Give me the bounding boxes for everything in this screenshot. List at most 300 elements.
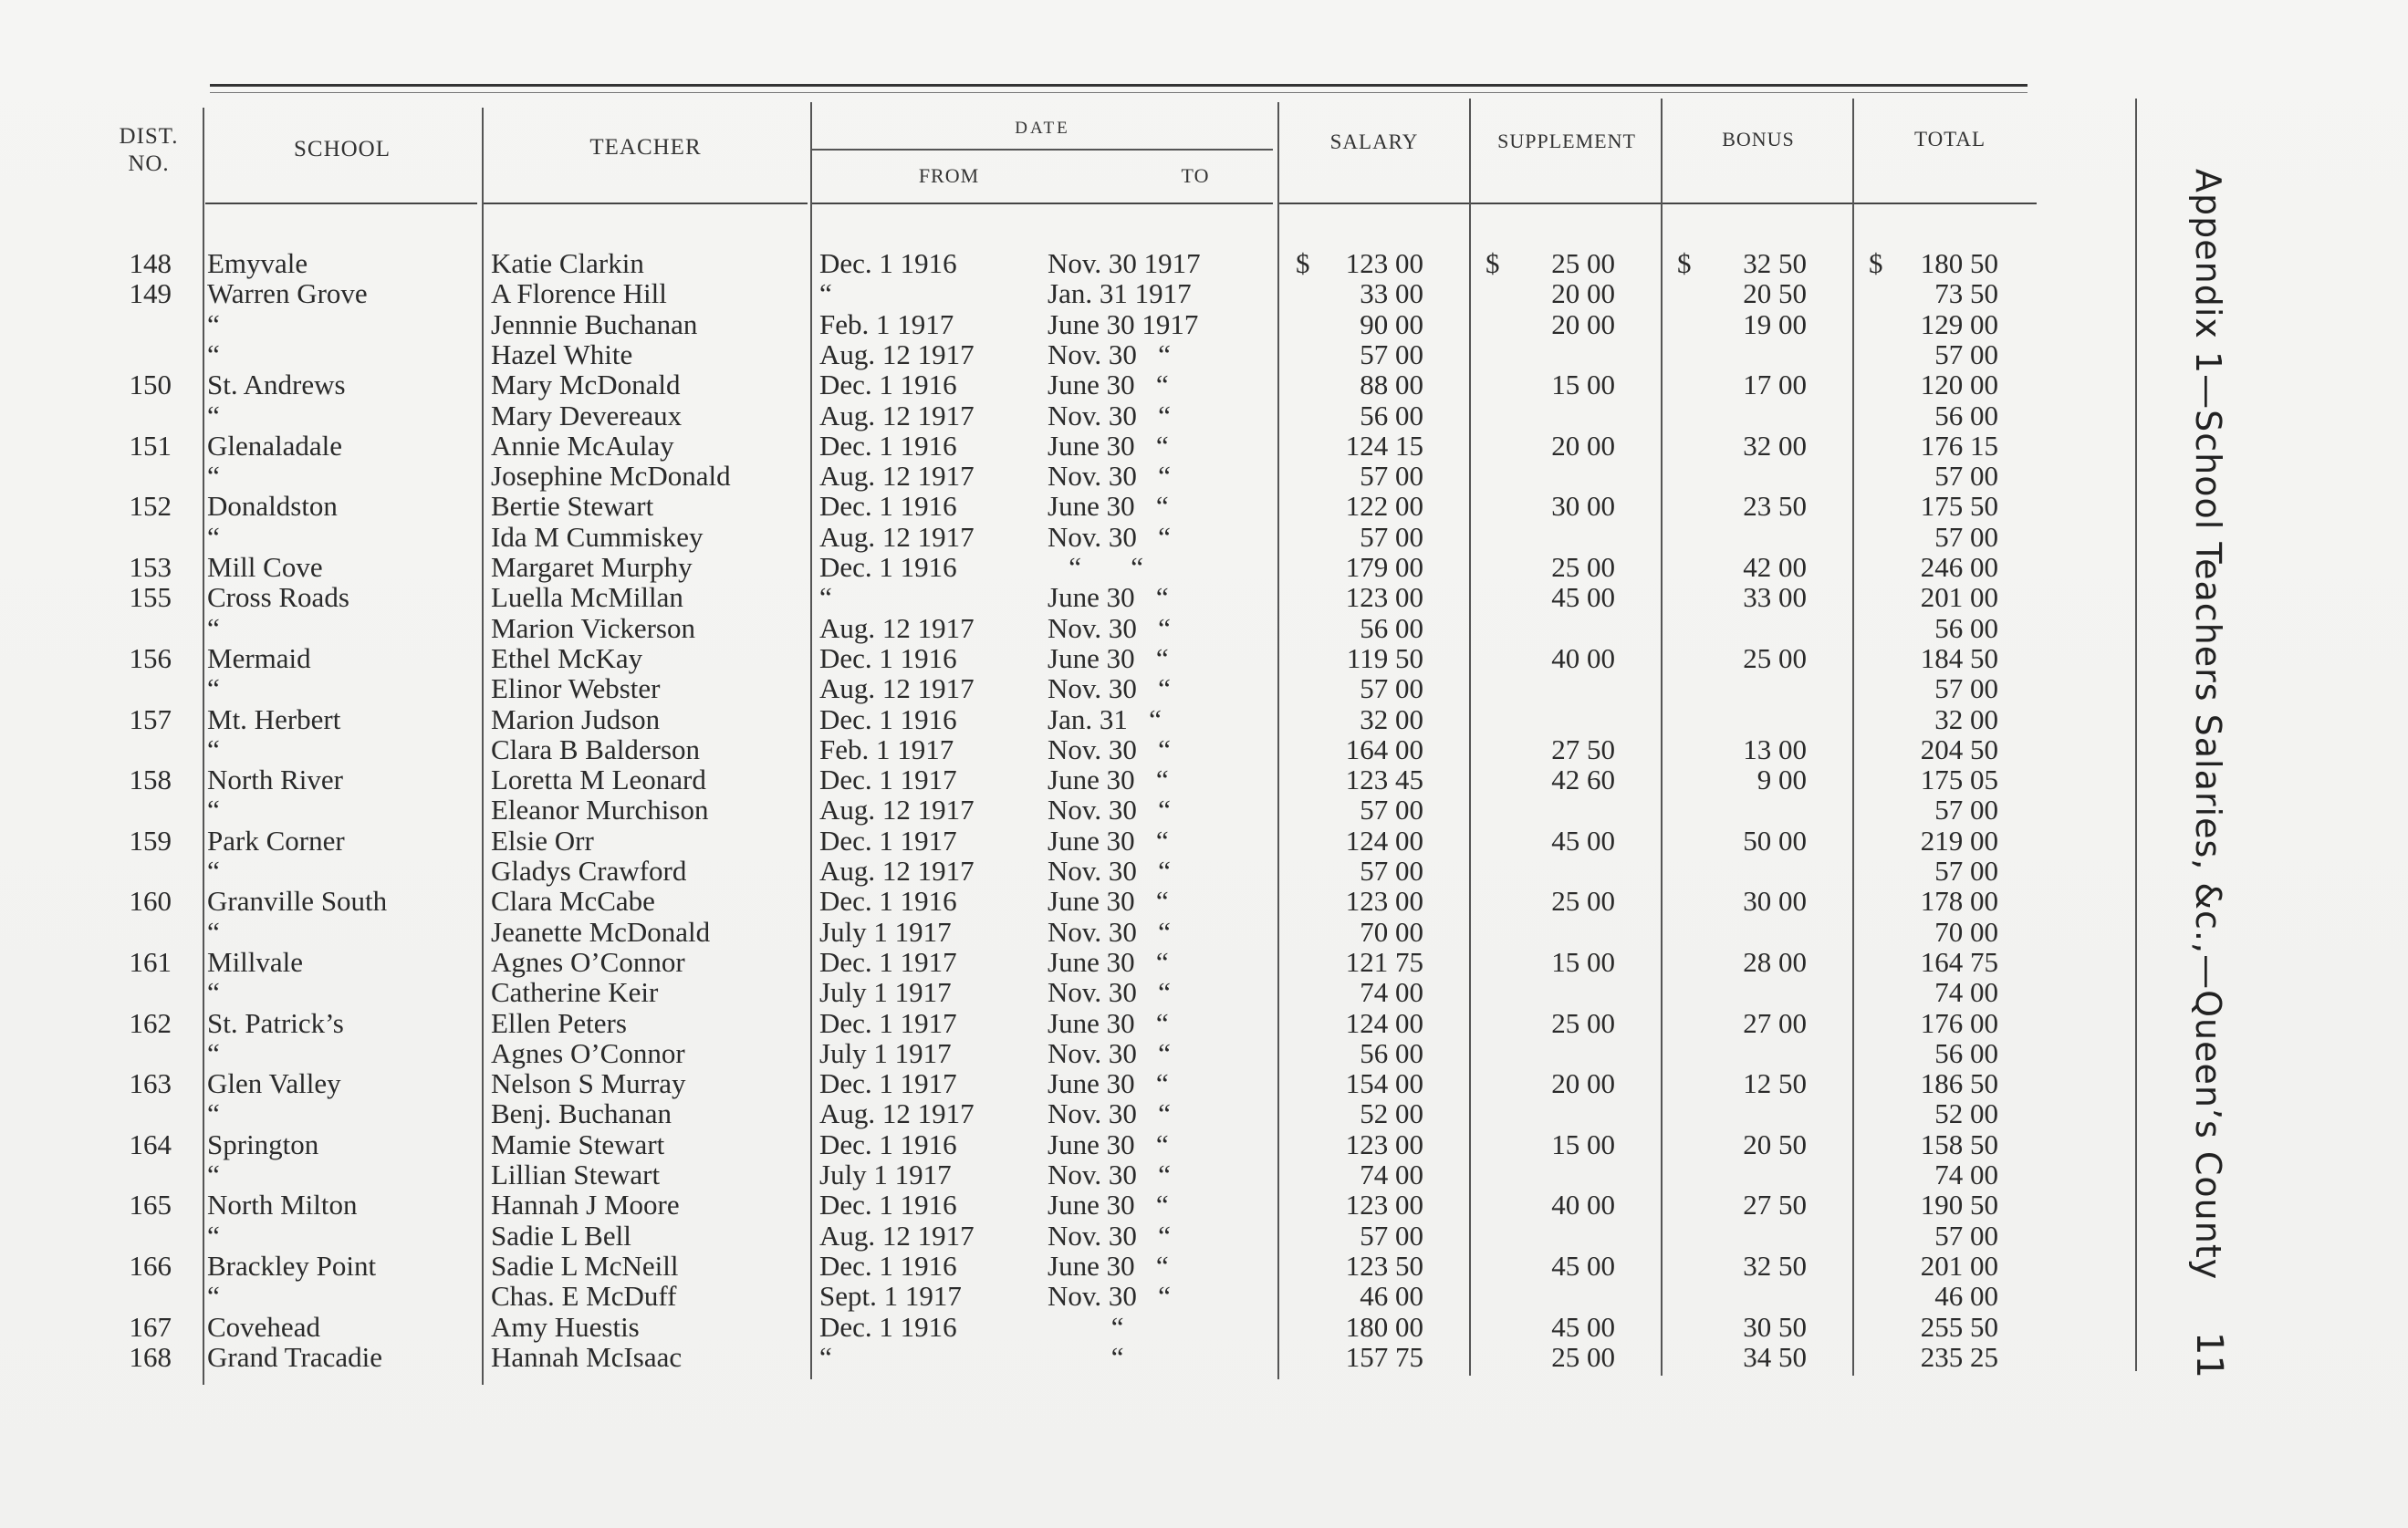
supplement-cell: 15 00	[1551, 945, 1615, 978]
school-cell: Emyvale	[207, 247, 308, 279]
supplement-cell: 45 00	[1551, 824, 1615, 857]
table-row	[0, 400, 2099, 431]
table-row	[0, 1068, 2099, 1098]
header-rule-salary	[1279, 203, 1471, 204]
teacher-cell: Gladys Crawford	[491, 855, 687, 887]
salary-cell: 57 00	[1360, 1219, 1423, 1252]
teacher-cell: Clara B Balderson	[491, 733, 701, 765]
date-to-cell: Nov. 30 “	[1048, 672, 1171, 705]
salary-cell: 179 00	[1345, 551, 1423, 583]
supplement-cell: 45 00	[1551, 581, 1615, 614]
supplement-cell: 45 00	[1551, 1310, 1615, 1343]
table-row	[0, 764, 2099, 795]
total-cell: 74 00	[1934, 1159, 1998, 1190]
top-rule-thin	[210, 92, 2028, 93]
table-row	[0, 339, 2099, 369]
date-to-cell: Nov. 30 “	[1048, 1280, 1171, 1313]
school-cell: “	[207, 307, 220, 340]
salary-cell: 74 00	[1360, 976, 1423, 1009]
school-cell: St. Andrews	[207, 369, 346, 401]
date-from-cell: “	[819, 277, 832, 310]
table-row	[0, 431, 2099, 461]
teacher-cell: Luella McMillan	[491, 581, 683, 614]
bonus-dollar-sign: $	[1677, 247, 1692, 279]
table-row	[0, 1221, 2099, 1251]
bonus-cell: 25 00	[1743, 641, 1807, 674]
total-cell: 164 75	[1920, 945, 1998, 978]
table-row	[0, 582, 2099, 612]
salary-cell: 124 00	[1345, 1006, 1423, 1039]
table-row	[0, 1281, 2099, 1311]
total-cell: 158 50	[1920, 1128, 1998, 1160]
school-cell: Millvale	[207, 945, 304, 978]
table-row	[0, 917, 2099, 947]
teacher-cell: Benj. Buchanan	[491, 1097, 672, 1130]
total-cell: 204 50	[1920, 733, 1998, 765]
dist-cell: 156	[129, 641, 172, 674]
teacher-cell: Sadie L McNeill	[491, 1249, 679, 1282]
date-to-cell: Nov. 30 “	[1048, 520, 1171, 553]
date-from-cell: Dec. 1 1916	[819, 1310, 957, 1343]
table-row	[0, 1251, 2099, 1281]
date-from-cell: Aug. 12 1917	[819, 520, 975, 553]
header-supplement: SUPPLEMENT	[1497, 130, 1636, 152]
dist-cell: 160	[129, 885, 172, 918]
total-cell: 184 50	[1920, 641, 1998, 674]
supplement-cell: 42 60	[1551, 764, 1615, 796]
bonus-cell: 19 00	[1743, 307, 1807, 340]
table-row	[0, 734, 2099, 764]
school-cell: “	[207, 1097, 220, 1130]
supplement-cell: 25 00	[1551, 885, 1615, 918]
school-cell: Glen Valley	[207, 1067, 341, 1100]
date-to-cell: Nov. 30 “	[1048, 1159, 1171, 1190]
date-from-cell: Aug. 12 1917	[819, 855, 975, 887]
school-cell: North River	[207, 764, 343, 796]
date-to-cell: June 30 “	[1048, 1128, 1169, 1160]
teacher-cell: Ellen Peters	[491, 1006, 627, 1039]
total-cell: 186 50	[1920, 1067, 1998, 1100]
total-cell: 201 00	[1920, 1249, 1998, 1282]
teacher-cell: Catherine Keir	[491, 976, 659, 1009]
date-to-cell: June 30 “	[1048, 1189, 1169, 1221]
table-row	[0, 947, 2099, 977]
table-row	[0, 1098, 2099, 1128]
date-to-cell: Jan. 31 1917	[1048, 277, 1192, 310]
bonus-cell: 27 00	[1743, 1006, 1807, 1039]
date-to-cell: “	[1048, 1310, 1124, 1343]
date-to-cell: Nov. 30 1917	[1048, 247, 1201, 279]
date-to-cell: Nov. 30 “	[1048, 915, 1171, 948]
date-to-cell: June 30 “	[1048, 1006, 1169, 1039]
date-to-cell: June 30 “	[1048, 1067, 1169, 1100]
date-to-cell: June 30 “	[1048, 641, 1169, 674]
dist-cell: 148	[129, 247, 172, 279]
date-from-cell: “	[819, 581, 832, 614]
date-to-cell: June 30 “	[1048, 581, 1169, 614]
date-from-cell: Sept. 1 1917	[819, 1280, 962, 1313]
dist-cell: 162	[129, 1006, 172, 1039]
date-from-cell: July 1 1917	[819, 1159, 952, 1190]
salary-cell: 180 00	[1345, 1310, 1423, 1343]
bonus-cell: 20 50	[1743, 277, 1807, 310]
date-from-cell: Dec. 1 1917	[819, 824, 957, 857]
salary-cell: 32 00	[1360, 702, 1423, 735]
salary-cell: 52 00	[1360, 1097, 1423, 1130]
teacher-cell: Hannah McIsaac	[491, 1340, 683, 1373]
teacher-cell: Chas. E McDuff	[491, 1280, 677, 1313]
dist-cell: 150	[129, 369, 172, 401]
supplement-cell: 20 00	[1551, 277, 1615, 310]
bonus-cell: 17 00	[1743, 369, 1807, 401]
table-row	[0, 673, 2099, 703]
date-to-cell: Nov. 30 “	[1048, 460, 1171, 493]
header-rule-total	[1854, 203, 2037, 204]
supplement-cell: 40 00	[1551, 1189, 1615, 1221]
header-school: SCHOOL	[293, 137, 391, 161]
school-cell: Brackley Point	[207, 1249, 377, 1282]
dist-cell: 158	[129, 764, 172, 796]
date-to-cell: Nov. 30 “	[1048, 1036, 1171, 1069]
table-row	[0, 1342, 2099, 1372]
salary-cell: 56 00	[1360, 611, 1423, 644]
salary-cell: 33 00	[1360, 277, 1423, 310]
teacher-cell: Amy Huestis	[491, 1310, 640, 1343]
total-cell: 178 00	[1920, 885, 1998, 918]
date-from-cell: Dec. 1 1916	[819, 885, 957, 918]
total-cell: 57 00	[1934, 338, 1998, 370]
total-cell: 120 00	[1920, 369, 1998, 401]
date-to-cell: “ “	[1048, 551, 1144, 583]
dist-cell: 166	[129, 1249, 172, 1282]
teacher-cell: Elinor Webster	[491, 672, 661, 705]
date-to-cell: Nov. 30 “	[1048, 855, 1171, 887]
side-rule	[2135, 99, 2137, 1371]
supplement-cell: 25 00	[1551, 1006, 1615, 1039]
table-row	[0, 552, 2099, 582]
total-cell: 70 00	[1934, 915, 1998, 948]
teacher-cell: Mamie Stewart	[491, 1128, 665, 1160]
date-from-cell: July 1 1917	[819, 976, 952, 1009]
date-from-cell: Dec. 1 1916	[819, 490, 957, 523]
dist-cell: 157	[129, 702, 172, 735]
teacher-cell: Agnes O’Connor	[491, 945, 685, 978]
salary-cell: 164 00	[1345, 733, 1423, 765]
salary-cell: 57 00	[1360, 855, 1423, 887]
dist-cell: 153	[129, 551, 172, 583]
teacher-cell: Margaret Murphy	[491, 551, 693, 583]
table-row	[0, 522, 2099, 552]
teacher-cell: Jeanette McDonald	[491, 915, 711, 948]
date-to-cell: Nov. 30 “	[1048, 794, 1171, 826]
dist-cell: 164	[129, 1128, 172, 1160]
date-from-cell: “	[819, 1340, 832, 1373]
top-rule	[210, 84, 2028, 87]
total-dollar-sign: $	[1869, 247, 1883, 279]
supplement-cell: 27 50	[1551, 733, 1615, 765]
table-row	[0, 795, 2099, 825]
school-cell: Cross Roads	[207, 581, 349, 614]
school-cell: “	[207, 338, 220, 370]
supplement-cell: 25 00	[1551, 247, 1615, 279]
date-to-cell: Nov. 30 “	[1048, 976, 1171, 1009]
date-to-cell: June 30 1917	[1048, 307, 1199, 340]
dist-cell: 165	[129, 1189, 172, 1221]
date-from-cell: Dec. 1 1916	[819, 429, 957, 462]
bonus-cell: 27 50	[1743, 1189, 1807, 1221]
salary-dollar-sign: $	[1296, 247, 1310, 279]
header-rule-dist-school	[205, 203, 477, 204]
total-cell: 57 00	[1934, 520, 1998, 553]
total-cell: 246 00	[1920, 551, 1998, 583]
total-cell: 57 00	[1934, 855, 1998, 887]
bonus-cell: 34 50	[1743, 1340, 1807, 1373]
school-cell: “	[207, 611, 220, 644]
date-to-cell: Nov. 30 “	[1048, 338, 1171, 370]
total-cell: 175 50	[1920, 490, 1998, 523]
school-cell: Grand Tracadie	[207, 1340, 382, 1373]
date-to-cell: June 30 “	[1048, 764, 1169, 796]
salary-cell: 123 00	[1345, 247, 1423, 279]
bonus-cell: 32 50	[1743, 247, 1807, 279]
date-from-cell: Dec. 1 1916	[819, 1249, 957, 1282]
salary-cell: 123 00	[1345, 1128, 1423, 1160]
teacher-cell: Eleanor Murchison	[491, 794, 709, 826]
date-to-cell: Jan. 31 “	[1048, 702, 1162, 735]
dist-cell: 167	[129, 1310, 172, 1343]
total-cell: 57 00	[1934, 1219, 1998, 1252]
salary-cell: 74 00	[1360, 1159, 1423, 1190]
bonus-cell: 28 00	[1743, 945, 1807, 978]
salary-cell: 123 00	[1345, 885, 1423, 918]
date-to-cell: “	[1048, 1340, 1124, 1373]
total-cell: 57 00	[1934, 672, 1998, 705]
teacher-cell: Annie McAulay	[491, 429, 674, 462]
date-from-cell: Dec. 1 1917	[819, 764, 957, 796]
table-row	[0, 977, 2099, 1007]
date-to-cell: June 30 “	[1048, 1249, 1169, 1282]
date-to-cell: June 30 “	[1048, 490, 1169, 523]
dist-cell: 151	[129, 429, 172, 462]
total-cell: 129 00	[1920, 307, 1998, 340]
date-from-cell: Aug. 12 1917	[819, 1219, 975, 1252]
school-cell: Glenaladale	[207, 429, 343, 462]
supplement-cell: 15 00	[1551, 369, 1615, 401]
bonus-cell: 9 00	[1756, 764, 1807, 796]
teacher-cell: Lillian Stewart	[491, 1159, 661, 1190]
salary-cell: 123 50	[1345, 1249, 1423, 1282]
salary-cell: 124 00	[1345, 824, 1423, 857]
table-row	[0, 856, 2099, 886]
salary-cell: 121 75	[1345, 945, 1423, 978]
date-from-cell: Aug. 12 1917	[819, 611, 975, 644]
table-row	[0, 643, 2099, 673]
teacher-cell: Ida M Cummiskey	[491, 520, 704, 553]
date-to-cell: June 30 “	[1048, 429, 1169, 462]
dist-cell: 152	[129, 490, 172, 523]
table-row	[0, 369, 2099, 400]
table-row	[0, 491, 2099, 521]
salary-cell: 122 00	[1345, 490, 1423, 523]
total-cell: 180 50	[1920, 247, 1998, 279]
dist-cell: 168	[129, 1340, 172, 1373]
date-from-cell: Dec. 1 1916	[819, 247, 957, 279]
supplement-cell: 25 00	[1551, 551, 1615, 583]
school-cell: Mt. Herbert	[207, 702, 341, 735]
table-row	[0, 1129, 2099, 1159]
school-cell: Donaldston	[207, 490, 338, 523]
page-number: 11	[2188, 1332, 2230, 1378]
total-cell: 235 25	[1920, 1340, 1998, 1373]
teacher-cell: A Florence Hill	[491, 277, 667, 310]
teacher-cell: Elsie Orr	[491, 824, 594, 857]
school-cell: Warren Grove	[207, 277, 368, 310]
date-from-cell: Aug. 12 1917	[819, 399, 975, 431]
header-total: TOTAL	[1913, 128, 1986, 151]
teacher-cell: Katie Clarkin	[491, 247, 644, 279]
table-row	[0, 1038, 2099, 1068]
header-from: FROM	[918, 164, 980, 187]
total-cell: 190 50	[1920, 1189, 1998, 1221]
supplement-cell: 20 00	[1551, 1067, 1615, 1100]
table-row	[0, 704, 2099, 734]
salary-cell: 124 15	[1345, 429, 1423, 462]
salary-cell: 57 00	[1360, 460, 1423, 493]
header-rule-date	[812, 203, 1273, 204]
total-cell: 46 00	[1934, 1280, 1998, 1313]
school-cell: “	[207, 1219, 220, 1252]
teacher-cell: Marion Vickerson	[491, 611, 695, 644]
total-cell: 32 00	[1934, 702, 1998, 735]
date-from-cell: Aug. 12 1917	[819, 1097, 975, 1130]
school-cell: “	[207, 794, 220, 826]
date-to-cell: June 30 “	[1048, 945, 1169, 978]
date-to-cell: Nov. 30 “	[1048, 399, 1171, 431]
school-cell: “	[207, 672, 220, 705]
salary-cell: 57 00	[1360, 672, 1423, 705]
table-row	[0, 278, 2099, 308]
bonus-cell: 30 00	[1743, 885, 1807, 918]
dist-cell: 161	[129, 945, 172, 978]
total-cell: 56 00	[1934, 399, 1998, 431]
school-cell: St. Patrick’s	[207, 1006, 344, 1039]
date-sub-rule	[812, 149, 1273, 151]
header-dist	[108, 124, 190, 177]
school-cell: Covehead	[207, 1310, 320, 1343]
total-cell: 56 00	[1934, 611, 1998, 644]
bonus-cell: 20 50	[1743, 1128, 1807, 1160]
teacher-cell: Josephine McDonald	[491, 460, 731, 493]
date-from-cell: Dec. 1 1917	[819, 1006, 957, 1039]
table-row	[0, 461, 2099, 491]
bonus-cell: 12 50	[1743, 1067, 1807, 1100]
total-cell: 255 50	[1920, 1310, 1998, 1343]
date-to-cell: June 30 “	[1048, 369, 1169, 401]
date-from-cell: Feb. 1 1917	[819, 307, 954, 340]
school-cell: “	[207, 460, 220, 493]
supplement-cell: 45 00	[1551, 1249, 1615, 1282]
salary-cell: 90 00	[1360, 307, 1423, 340]
date-from-cell: Dec. 1 1916	[819, 551, 957, 583]
total-cell: 175 05	[1920, 764, 1998, 796]
total-cell: 176 15	[1920, 429, 1998, 462]
salary-cell: 57 00	[1360, 520, 1423, 553]
table-row	[0, 1312, 2099, 1342]
header-rule-teacher	[484, 203, 808, 204]
date-from-cell: Dec. 1 1916	[819, 1189, 957, 1221]
table-row	[0, 309, 2099, 339]
salary-cell: 56 00	[1360, 399, 1423, 431]
header-bonus: BONUS	[1722, 128, 1795, 151]
bonus-cell: 50 00	[1743, 824, 1807, 857]
supplement-cell: 15 00	[1551, 1128, 1615, 1160]
total-cell: 57 00	[1934, 460, 1998, 493]
bonus-cell: 30 50	[1743, 1310, 1807, 1343]
date-to-cell: Nov. 30 “	[1048, 1219, 1171, 1252]
date-from-cell: Dec. 1 1916	[819, 641, 957, 674]
total-cell: 73 50	[1934, 277, 1998, 310]
table-row	[0, 1159, 2099, 1190]
school-cell: Granville South	[207, 885, 388, 918]
header-rule-supplement	[1471, 203, 1663, 204]
salary-cell: 46 00	[1360, 1280, 1423, 1313]
date-to-cell: Nov. 30 “	[1048, 1097, 1171, 1130]
teacher-cell: Sadie L Bell	[491, 1219, 631, 1252]
school-cell: “	[207, 1036, 220, 1069]
supplement-cell: 40 00	[1551, 641, 1615, 674]
bonus-cell: 13 00	[1743, 733, 1807, 765]
total-cell: 219 00	[1920, 824, 1998, 857]
table-row	[0, 1008, 2099, 1038]
teacher-cell: Nelson S Murray	[491, 1067, 686, 1100]
school-cell: Park Corner	[207, 824, 345, 857]
header-dist-label: DIST.	[119, 124, 179, 149]
teacher-cell: Jennnie Buchanan	[491, 307, 698, 340]
teacher-cell: Agnes O’Connor	[491, 1036, 685, 1069]
date-to-cell: June 30 “	[1048, 824, 1169, 857]
total-cell: 52 00	[1934, 1097, 1998, 1130]
date-from-cell: Feb. 1 1917	[819, 733, 954, 765]
header-to: TO	[1181, 164, 1210, 187]
school-cell: Mermaid	[207, 641, 311, 674]
salary-cell: 154 00	[1345, 1067, 1423, 1100]
teacher-cell: Marion Judson	[491, 702, 661, 735]
school-cell: “	[207, 855, 220, 887]
bonus-cell: 42 00	[1743, 551, 1807, 583]
salary-cell: 123 00	[1345, 581, 1423, 614]
supplement-cell: 25 00	[1551, 1340, 1615, 1373]
date-to-cell: June 30 “	[1048, 885, 1169, 918]
salary-cell: 157 75	[1345, 1340, 1423, 1373]
school-cell: “	[207, 399, 220, 431]
bonus-cell: 32 50	[1743, 1249, 1807, 1282]
total-cell: 57 00	[1934, 794, 1998, 826]
side-running-title: Appendix 1—School Teachers Salaries, &c.,—Queen’s County	[2188, 169, 2228, 1281]
dist-cell: 155	[129, 581, 172, 614]
header-salary: SALARY	[1329, 130, 1419, 153]
salary-cell: 70 00	[1360, 915, 1423, 948]
date-from-cell: Dec. 1 1916	[819, 1128, 957, 1160]
header-teacher: TEACHER	[589, 135, 702, 160]
school-cell: “	[207, 1280, 220, 1313]
school-cell: “	[207, 915, 220, 948]
supplement-cell: 20 00	[1551, 429, 1615, 462]
bonus-cell: 32 00	[1743, 429, 1807, 462]
school-cell: “	[207, 976, 220, 1009]
teacher-cell: Mary McDonald	[491, 369, 681, 401]
school-cell: “	[207, 733, 220, 765]
supplement-dollar-sign: $	[1485, 247, 1500, 279]
